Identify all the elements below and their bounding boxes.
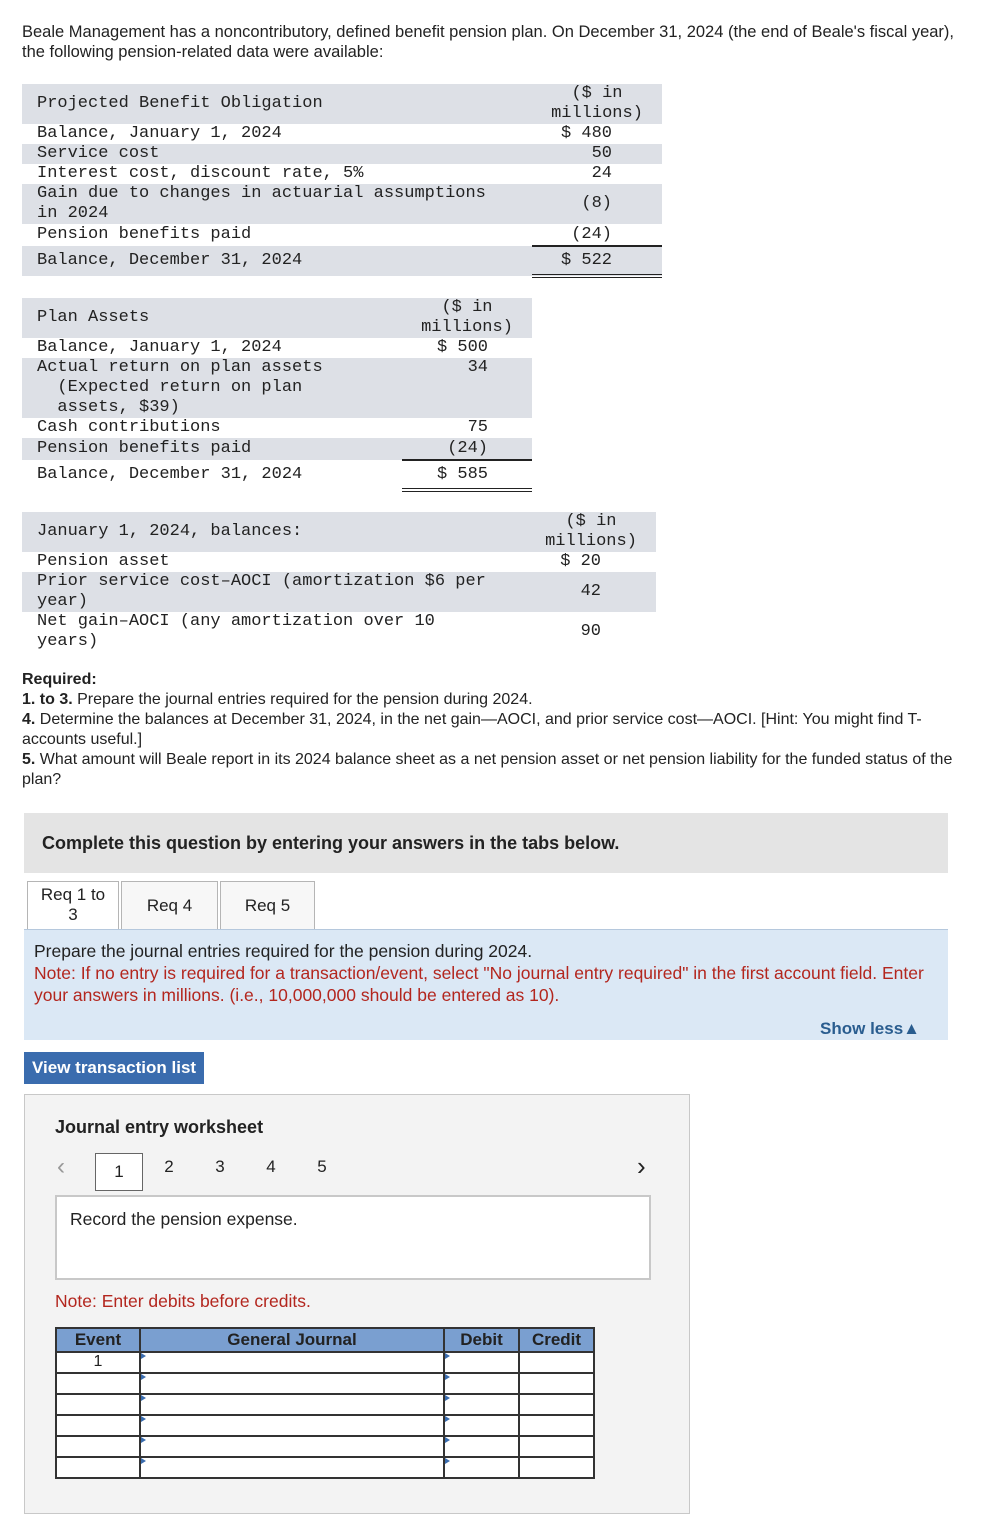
event-cell [56,1394,140,1415]
event-cell [56,1436,140,1457]
worksheet-note: Note: Enter debits before credits. [55,1291,311,1311]
balances-row-label: Pension asset [37,552,170,571]
debit-input[interactable] [444,1436,519,1457]
view-transaction-list-button[interactable]: View transaction list [24,1052,204,1084]
required-title: Required: [22,671,97,688]
journal-table [55,1327,595,1479]
worksheet-page-5[interactable]: 5 [317,1157,327,1176]
event-cell: 1 [56,1352,140,1373]
table-row [56,1436,594,1457]
show-less-label: Show less [820,1019,904,1038]
tab-req-1-to-3[interactable]: Req 1 to 3 [27,881,119,929]
debit-input[interactable] [444,1373,519,1394]
worksheet-page-3[interactable]: 3 [215,1157,225,1176]
pbo-unit: ($ in millions) [532,84,662,124]
pbo-row-value: $ 480 [560,124,612,143]
required-item-num: 5. [22,751,36,768]
table-row [56,1373,594,1394]
plan-assets-row-label: Pension benefits paid [22,438,402,460]
debit-input[interactable] [444,1457,519,1478]
balances-table [22,512,656,652]
debit-input[interactable] [444,1352,519,1373]
credit-input[interactable] [519,1436,594,1457]
worksheet-page-2[interactable]: 2 [164,1157,174,1176]
plan-assets-row-label: Cash contributions [37,418,221,437]
credit-input[interactable] [519,1352,594,1373]
show-less-link[interactable] [820,1019,920,1039]
balances-unit: ($ in millions) [526,512,656,552]
event-cell [56,1415,140,1436]
intro-text: Beale Management has a noncontributory, defined benefit pension plan. On December 31, 2024 (the end of Beale's fiscal year), the following pension-related data were available: [22,23,955,61]
complete-banner: Complete this question by entering your answers in the tabs below. [24,813,948,873]
plan-assets-row-value: 34 [402,358,532,418]
pbo-row-value: 50 [532,144,662,164]
plan-assets-row-value: $ 500 [436,338,488,357]
pbo-row-label: Gain due to changes in actuarial assumptions in 2024 [22,184,532,224]
balances-row-value: $ 20 [560,552,601,571]
tab-req-5[interactable]: Req 5 [220,881,315,929]
transaction-description: Record the pension expense. [55,1195,651,1280]
worksheet-page-1[interactable]: 1 [95,1153,143,1191]
plan-assets-table [22,298,532,492]
required-item-text: Prepare the journal entries required for the pension during 2024. [72,691,533,708]
worksheet-page-4[interactable]: 4 [266,1157,276,1176]
plan-assets-row-label: Actual return on plan assets (Expected return on plan assets, $39) [22,358,402,418]
credit-input[interactable] [519,1457,594,1478]
balances-row-label: Net gain–AOCI (any amortization over 10 years) [37,612,435,651]
credit-input[interactable] [519,1415,594,1436]
column-credit: Credit [519,1328,594,1352]
required-item-num: 4. [22,711,36,728]
pbo-row-value: $ 522 [532,246,662,276]
account-input[interactable] [140,1436,444,1457]
instructions-main: Prepare the journal entries required for the pension during 2024. [34,941,533,961]
column-event: Event [56,1328,140,1352]
credit-input[interactable] [519,1394,594,1415]
chevron-right-icon[interactable]: › [637,1151,646,1181]
pbo-row-label: Interest cost, discount rate, 5% [37,164,364,183]
pbo-row-label: Service cost [22,144,532,164]
pbo-row-value: (8) [532,184,662,224]
account-input[interactable] [140,1457,444,1478]
required-item-text: What amount will Beale report in its 2024 balance sheet as a net pension asset or net pension liability for the funded status of the plan? [22,751,953,788]
pbo-row-label: Balance, January 1, 2024 [37,124,282,143]
pbo-table [22,84,662,278]
plan-assets-row-label: Balance, January 1, 2024 [37,338,282,357]
column-general-journal: General Journal [140,1328,444,1352]
journal-entry-worksheet [24,1094,690,1514]
pbo-row-value: 24 [591,164,612,183]
column-debit: Debit [444,1328,519,1352]
event-cell [56,1457,140,1478]
plan-assets-unit: ($ in millions) [402,298,532,338]
credit-input[interactable] [519,1373,594,1394]
event-cell [56,1373,140,1394]
pbo-row-value: (24) [532,224,662,246]
debit-input[interactable] [444,1415,519,1436]
required-item-num: 1. to 3. [22,691,73,708]
plan-assets-row-value: $ 585 [402,460,532,490]
balances-row-value: 90 [580,622,601,641]
balances-row-value: 42 [526,572,656,612]
triangle-up-icon: ▲ [903,1019,920,1038]
tab-req-4[interactable]: Req 4 [121,881,218,929]
plan-assets-header: Plan Assets [22,298,402,338]
account-input[interactable] [140,1394,444,1415]
instructions-note: Note: If no entry is required for a transaction/event, select "No journal entry required" in the first account field. Enter your answers in millions. (i.e., 10,000,000 should be entered as 10). [34,963,924,1005]
pbo-row-label: Balance, December 31, 2024 [22,246,532,276]
worksheet-title: Journal entry worksheet [55,1117,264,1137]
required-section [22,670,972,790]
balances-header: January 1, 2024, balances: [22,512,526,552]
balances-row-label: Prior service cost–AOCI (amortization $6 per year) [22,572,526,612]
table-row [56,1394,594,1415]
table-row [56,1415,594,1436]
account-input[interactable] [140,1352,444,1373]
account-input[interactable] [140,1373,444,1394]
instructions-panel [24,929,948,1040]
pbo-header: Projected Benefit Obligation [22,84,532,124]
table-row [56,1457,594,1478]
table-row [56,1352,594,1373]
pbo-row-label: Pension benefits paid [37,225,252,244]
chevron-left-icon[interactable]: ‹ [57,1153,65,1180]
required-item-text: Determine the balances at December 31, 2024, in the net gain—AOCI, and prior service cost—AOCI. [Hint: You might find T-accounts useful.] [22,711,922,748]
plan-assets-row-label: Balance, December 31, 2024 [37,465,303,484]
plan-assets-row-value: 75 [467,418,488,437]
debit-input[interactable] [444,1394,519,1415]
plan-assets-row-value: (24) [402,438,532,460]
account-input[interactable] [140,1415,444,1436]
